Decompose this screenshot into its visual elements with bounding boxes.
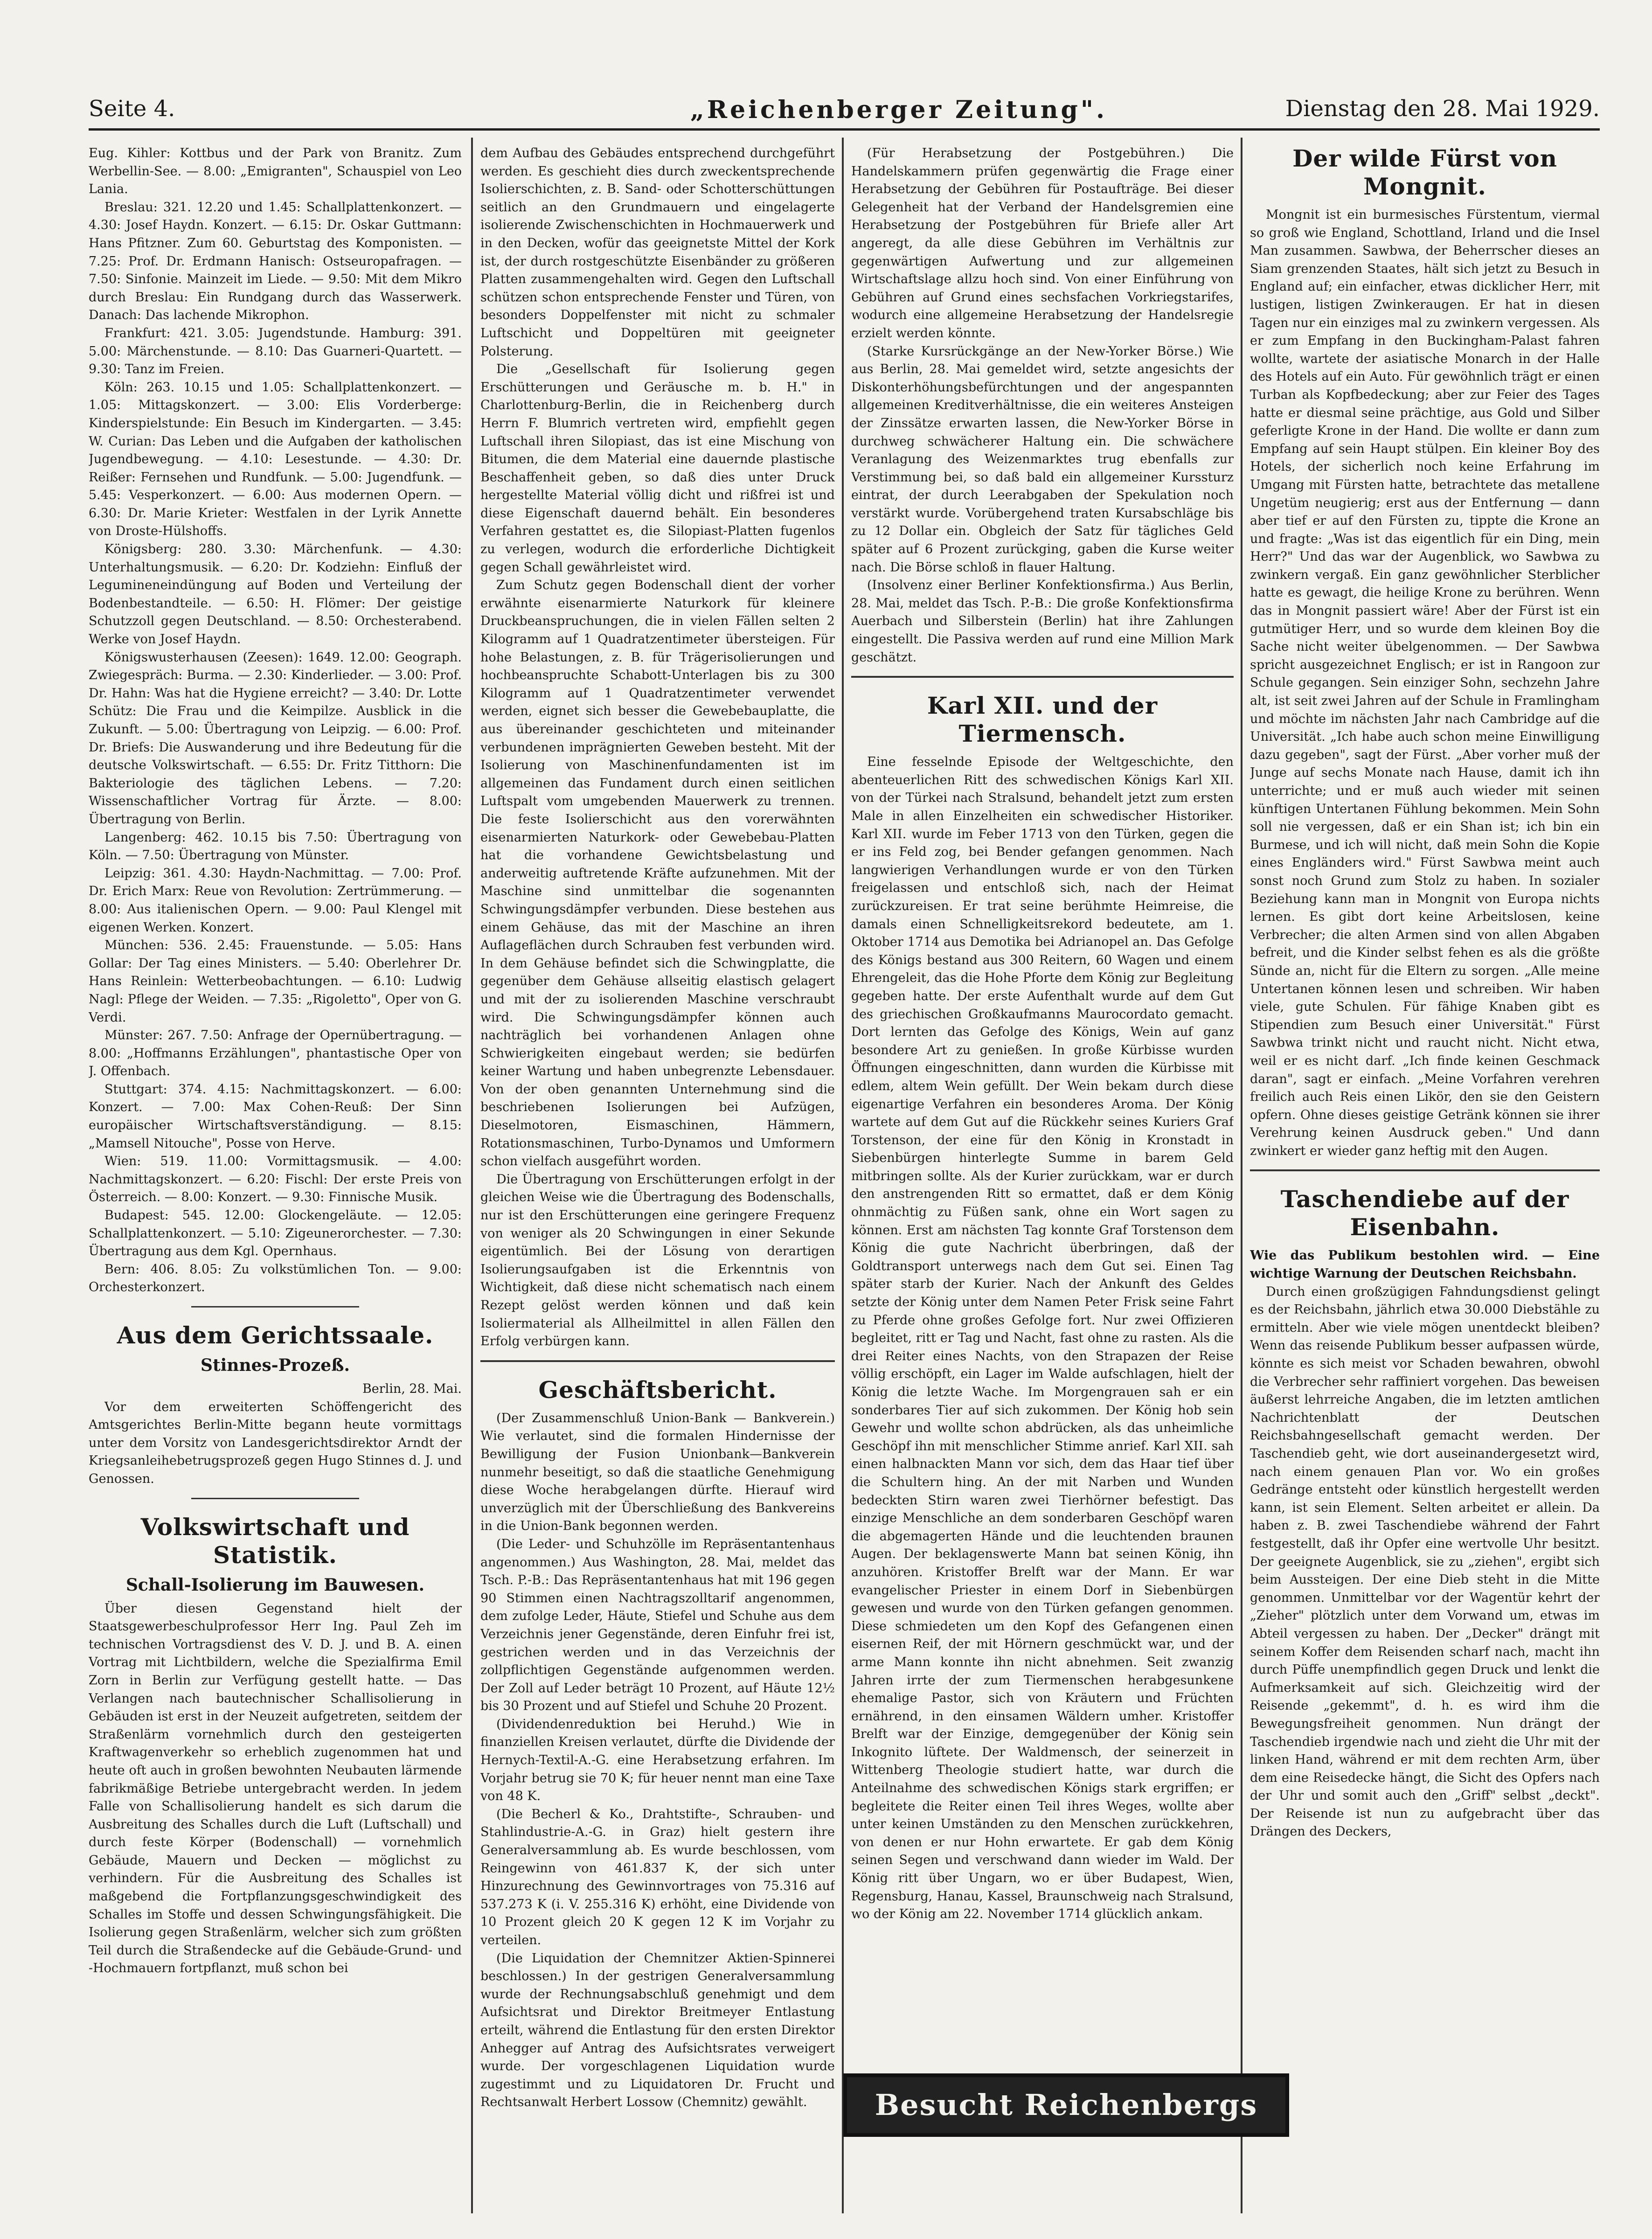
radio-listing: Breslau: 321. 12.20 und 1.45: Schallplattenkonzert. — 4.30: Josef Haydn. Konzert. — 6.15: Dr. Oskar Guttmann: Hans Pfitzner. Zum 60. Geburtstag des Komponisten. — 7.25: Prof. Dr. Erdmann Hanisch: Ostseuropafragen. — 7.50: Sinfonie. Mainzeit im Liede. — 9.50: Mit dem Mikro durch Breslau: Ein Rundgang durch das Wasserwerk. Danach: Das lachende Mikrophon. [89,200,462,323]
column-rule [471,138,473,2213]
radio-listing: Königsberg: 280. 3.30: Märchenfunk. — 4.30: Unterhaltungsmusik. — 6.20: Dr. Kodziehn: Einfluß der Legumineneindüngung auf Boden und Verteilung der Bodenbestandteile. — 6.50: H. Flömer: Der geistige Schutzzoll gegen Deutschland. — 8.50: Orchesterabend. Werke von Josef Haydn. [89,542,462,647]
business-item: (Der Zusammenschluß Union-Bank — Bankverein.) Wie verlautet, sind die formalen Hindernisse der Bewilligung der Fusion Unionbank—Bankverein nunmehr beseitigt, so daß die staatliche Genehmigung diese Woche herabgelangen dürfte. Hierauf wird unverzüglich mit der Überschließung des Bankvereins in die Union-Bank begonnen werden. [480,1411,835,1534]
section-divider [191,1498,359,1499]
insulation-paragraph: dem Aufbau des Gebäudes entsprechend durchgeführt werden. Es geschieht dies durch zweckentsprechende Isolierschichten, z. B. Sand- oder Schotterschüttungen seitlich an den Grundmauern und eingelagerte isolierende Zwischenschichten in Hochmauerwerk und in den Decken, wofür das geeignetste Mittel der Kork ist, der durch rostgeschützte Eisenbänder zu größeren Platten zusammengehalten wird. Gegen den Luftschall schützen schon entsprechende Fenster und Türen, von besonders Doppelfenster mit nicht zu schmaler Luftschicht und Doppeltüren mit geeigneter Polsterung. [480,146,835,359]
column-finance-story [851,145,1234,2062]
column-prince-pickpockets [1250,145,1600,2220]
section-divider [851,676,1234,678]
business-item: (Die Leder- und Schuhzölle im Repräsentantenhaus angenommen.) Aus Washington, 28. Mai, meldet das Tsch. P.-B.: Das Repräsentantenhaus hat mit 196 gegen 90 Stimmen einen Nachtragszolltarif angenommen, dem zufolge Leder, Häute, Stiefel und Schuhe aus dem Verzeichnis jener Gegenstände, deren Einfuhr frei ist, gestrichen werden und in das Verzeichnis der zollpflichtigen Gegenstände aufgenommen werden. Der Zoll auf Leder beträgt 10 Prozent, auf Häute 12½ bis 30 Prozent und auf Stiefel und Schuhe 20 Prozent. [480,1537,835,1714]
economy-subheading: Schall-Isolierung im Bauwesen. [125,1575,425,1595]
pickpocket-heading: Taschendiebe auf der Eisenbahn. [1280,1185,1569,1241]
radio-listing: Langenberg: 462. 10.15 bis 7.50: Übertragung von Köln. — 7.50: Übertragung von Münster. [89,830,462,863]
pickpocket-subheading: Wie das Publikum bestohlen wird. — Eine wichtige Warnung der Deutschen Reichsbahn. [1250,1248,1600,1281]
finance-item: (Starke Kursrückgänge an der New-Yorker Börse.) Wie aus Berlin, 28. Mai gemeldet wird, setzte angesichts der Diskonterhöhungsbefürchtungen und der angespannten allgemeinen Kreditverhältnisse, die ein weiteres Ansteigen der Zinssätze erwarten lassen, die New-Yorker Börse in durchweg schwächerer Haltung ein. Die schwächere Veranlagung des Weizenmarktes trug ebenfalls zur Verstimmung bei, so daß bald ein allgemeiner Kurssturz eintrat, der durch Leerabgaben der Spekulation noch verstärkt wurde. Vorübergehend traten Kursabschläge bis zu 12 Dollar ein. Obgleich der Satz für tägliches Geld später auf 6 Prozent zurückging, gaben die Kurse weiter nach. Die Börse schloß in flauer Haltung. [851,344,1234,575]
business-item: (Die Becherl & Ko., Drahtstifte-, Schrauben- und Stahlindustrie-A.-G. in Graz) hielt gestern ihre Generalversammlung ab. Es wurde beschlossen, vom Reingewinn von 461.837 K, der sich unter Hinzurechnung des Gewinnvortrages von 75.316 auf 537.273 K (i. V. 255.316 K) erhöht, eine Dividende von 10 Prozent gleich 20 K gegen 12 K im Vorjahr zu verteilen. [480,1807,835,1947]
column-rule [842,138,844,2213]
court-dateline: Berlin, 28. Mai. [362,1382,462,1396]
newspaper-title: „Reichenberger Zeitung". [690,96,1108,124]
radio-listing: Köln: 263. 10.15 und 1.05: Schallplattenkonzert. — 1.05: Mittagskonzert. — 3.00: Elis Vorderberge: Kinderspielstunde: Ein Besuch im Kindergarten. — 3.45: W. Curian: Das Leben und die Aufgaben der katholischen Jugendbewegung. — 4.10: Lesestunde. — 4.30: Dr. Reißer: Fernsehen und Rundfunk. — 5.00: Jugendfunk. — 5.45: Vesperkonzert. — 6.00: Aus modernen Opern. — 6.30: Dr. Marie Krieter: Westfalen in der Lyrik Annette von Droste-Hülshoffs. [89,380,462,539]
business-heading: Geschäftsbericht. [538,1376,777,1404]
column-rule [1241,138,1242,2213]
section-divider [191,1306,359,1307]
radio-listing: Leipzig: 361. 4.30: Haydn-Nachmittag. — 7.00: Prof. Dr. Erich Marx: Reue von Revolution: Zertrümmerung. — 8.00: Aus italienischen Opern. — 9.00: Paul Klengel mit eigenen Werken. Konzert. [89,866,462,935]
insulation-paragraph: Die Übertragung von Erschütterungen erfolgt in der gleichen Weise wie die Übertragung des Bodenschalls, nur ist den Erschütterungen eine geringere Frequenz von weniger als 20 Schwingungen in einer Sekunde eigentümlich. Bei der Lösung von derartigen Isolierungsaufgaben ist die Erkenntnis von Wichtigkeit, daß diese nicht schematisch nach einem Rezept gelöst werden können und daß kein Isoliermaterial als Allheilmittel in allen Fällen den Erfolg verbürgen kann. [480,1172,835,1349]
radio-listing: Münster: 267. 7.50: Anfrage der Opernübertragung. — 8.00: „Hoffmanns Erzählungen", phantastische Oper von J. Offenbach. [89,1028,462,1079]
section-divider [1250,1169,1600,1171]
business-item: (Die Liquidation der Chemnitzer Aktien-Spinnerei beschlossen.) In der gestrigen Generalversammlung wurde der Rechnungsabschluß genehmigt und dem Aufsichtsrat und Direktor Breitmeyer Entlastung erteilt, während die Entlastung für den ersten Direktor Anhegger auf Antrag des Aufsichtsrates verweigert wurde. Der vorgeschlagenen Liquidation wurde zugestimmt und zu Liquidatoren Dr. Frucht und Rechtsanwalt Herbert Lossow (Chemnitz) gewählt. [480,1951,835,2110]
page-number: Seite 4. [89,96,175,122]
economy-article: Über diesen Gegenstand hielt der Staatsgewerbeschulprofessor Herr Ing. Paul Zeh im technischen Vortragsdienst des V. D. J. und B. A. einen Vortrag mit Lichtbildern, welche die Spezialfirma Emil Zorn in Berlin zur Verfügung gestellt hatte. — Das Verlangen nach bautechnischer Schallisolierung in Gebäuden ist erst in der Neuzeit aufgetreten, seitdem der Straßenlärm vornehmlich durch den gesteigerten Kraftwagenverkehr so erheblich zugenommen hat und heute oft auch in großen bewohnten Neubauten lärmende fabrikmäßige Betriebe untergebracht werden. In jedem Falle von Schallisolierung handelt es sich darum die Ausbreitung des Schalles durch die Luft (Luftschall) und durch feste Körper (Bodenschall) — vornehmlich Gebäude, Mauern und Decken — möglichst zu verhindern. Für die Ausbreitung des Schalles ist maßgebend die Fortpflanzungsgeschwindigkeit des Schalles im Stoffe und dessen Schwingungsfähigkeit. Die Isolierung gegen Straßenlärm, welcher sich zum größten Teil durch die Straßendecke auf die Gebäude-Grund- und -Hochmauern fortpflanzt, muß schon bei [89,1601,462,1976]
radio-listing: Budapest: 545. 12.00: Glockengeläute. — 12.05: Schallplattenkonzert. — 5.10: Zigeunerorchester. — 7.30: Übertragung aus dem Kgl. Opernhaus. [89,1208,462,1259]
prince-article: Mongnit ist ein burmesisches Fürstentum, viermal so groß wie England, Schottland, Irland und die Insel Man zusammen. Sawbwa, der Beherrscher dieses an Siam grenzenden Staates, hält sich jetzt zu Besuch in England auf; ein einfacher, etwas dicklicher Herr, mit lustigen, listigen Zwinkeraugen. Er hat in diesen Tagen nur ein einziges mal zu zwinkern vergessen. Als er zum Empfang in den Buckingham-Palast fahren wollte, wartete der asiatische Monarch in der Halle des Hotels auf ein Auto. Für gewöhnlich trägt er einen Turban als Kopfbedeckung; aber zur Feier des Tages hatte er diesmal seine prächtige, aus Gold und Silber geferligte Krone in der Hand. Die wollte er dann zum Empfang auf sein Haupt stülpen. Ein kleiner Boy des Hotels, der sicherlich noch keine Erfahrung im Umgang mit Fürsten hatte, betrachtete das metallene Ungetüm neugierig; erst aus der Entfernung — dann aber tief er auf den Fürsten zu, tippte die Krone an und fragte: „Was ist das eigentlich für ein Ding, mein Herr?" Und das war der Augenblick, wo Sawbwa zu zwinkern vergaß. Ein ganz gewöhnlicher Sterblicher hatte es gewagt, die heilige Krone zu berühren. Wenn das in Mongnit passiert wäre! Aber der Fürst ist ein gutmütiger Herr, und so wurde dem kleinen Boy die Sache nicht weiter übelgenommen. — Der Sawbwa spricht ausgezeichnet Englisch; er ist in Rangoon zur Schule gegangen. Sein einziger Sohn, sechzehn Jahre alt, ist seit zwei Jahren auf der Schule in Framlingham und möchte im nächsten Jahr nach Cambridge auf die Universität. „Ich habe auch schon meine Einwilligung dazu gegeben", sagt der Fürst. „Aber vorher muß der Junge auf sechs Monate nach Hause, damit ich ihn unterrichte; und er muß auch wieder mit seinen künftigen Untertanen Fühlung bekommen. Mein Sohn soll nie vergessen, daß er ein Shan ist; ich bin ein Burmese, und ich will nicht, daß mein Sohn die Kopie eines Engländers wird." Fürst Sawbwa meint auch sonst noch Grund zum Stolz zu haben. In sozialer Beziehung kann man in Mongnit von Europa nichts lernen. Es gibt dort keine Arbeitslosen, keine Verbrecher; die alten Armen sind von allen Abgaben befreit, und die Kinder selbst fehen es als die größte Sünde an, nicht für die Eltern zu sorgen. „Alle meine Untertanen können lesen und schreiben. Wir haben viele, gute Schulen. Für fähige Knaben gibt es Stipendien zum Besuch einer Universität." Fürst Sawbwa trinkt nicht und raucht nicht. Nicht etwa, weil er es nicht darf. „Ich finde keinen Geschmack daran", sagt er einfach. „Meine Vorfahren verehren freilich auch Reis einen Likör, den sie den Geistern opfern. Ohne dieses geistige Getränk können sie ihrer Verehrung keinen Ausdruck geben." Und dann zwinkert er wieder ganz heftig mit den Augen. [1250,208,1600,1158]
finance-item: (Insolvenz einer Berliner Konfektionsfirma.) Aus Berlin, 28. Mai, meldet das Tsch. P.-B.: Die große Konfektionsfirma Auerbach und Silberstein (Berlin) hat ihre Zahlungen eingestellt. Die Passiva werden auf rund eine Million Mark geschätzt. [851,578,1234,665]
page-header [89,96,1600,131]
column-radio-court-economy [89,145,462,2220]
story-heading: Karl XII. und der Tiermensch. [927,692,1158,748]
radio-listing: München: 536. 2.45: Frauenstunde. — 5.05: Hans Gollar: Der Tag eines Ministers. — 5.40: Oberlehrer Dr. Hans Reinlein: Wetterbeobachtungen. — 6.10: Ludwig Nagl: Pflege der Weiden. — 7.35: „Rigoletto", Oper von G. Verdi. [89,938,462,1025]
zoo-advertisement: Besucht Reichenbergs Tiergarten! [843,2073,1289,2137]
section-divider [480,1360,835,1362]
story-text: Eine fesselnde Episode der Weltgeschichte, den abenteuerlichen Ritt des schwedischen Königs Karl XII. von der Türkei nach Stralsund, behandelt jetzt zum ersten Male in allen Einzelheiten ein schwedischer Historiker. Karl XII. wurde im Feber 1713 von den Türken, gegen die er ins Feld zog, bei Bender gefangen genommen. Nach langwierigen Verhandlungen wurde er von den Türken freigelassen und entschloß sich, nach der Heimat zurückzureisen. Er trat seine berühmte Heimreise, die damals einen Schnelligkeitsrekord bedeutete, am 1. Oktober 1714 aus Demotika bei Adrianopel an. Das Gefolge des Königs bestand aus 300 Reitern, 60 Wagen und einem Ehrengeleit, das die Hohe Pforte dem König zur Begleitung gegeben hatte. Der erste Aufenthalt wurde auf dem Gut des griechischen Großkaufmanns Maurocordato gemacht. Dort lernten das Gefolge des Königs, Wein auf ganz besondere Art zu genießen. In große Kürbisse wurden Öffnungen eingeschnitten, dann wurden die Kürbisse mit edlem, altem Wein gefüllt. Der Wein bekam durch diese eigenartige Verfahren ein besonderes Aroma. Der König wartete auf dem Gut auf die Rückkehr seines Kuriers Graf Torstenson, der eine für den König in Kronstadt in Siebenbürgen hinterlegte Summe in barem Geld mitbringen sollte. Als der Kurier zurückkam, war er durch den anstrengenden Ritt so ermattet, daß er dem König ohnmächtig zu Füßen sank, ohne ein Wort sagen zu können. Erst am nächsten Tag konnte Graf Torstenson dem König die gute Nachricht überbringen, daß der Goldtransport unterwegs nach dem Gut sei. Einen Tag später starb der Kurier. Nach der Ankunft des Geldes setzte der König unter dem Namen Peter Frisk seine Fahrt zu Pferde ohne großes Gefolge fort. Nur zwei Offizieren begleitet, ritt er Tag und Nacht, fast ohne zu rasten. Als die drei Reiter eines Nachts, von den Strapazen der Reise völlig erschöpft, ein Lager im Walde aufschlagen, hielt der König die letzte Wache. Im Morgengrauen sah er ein sonderbares Tier auf sich zukommen. Der König hob sein Gewehr und wollte schon abdrücken, als das unheimliche Geschöpf ihn mit menschlicher Stimme anrief. Karl XII. sah einen halbnackten Mann vor sich, dem das Haar tief über die Schultern hing. An der mit Narben und Wunden bedeckten Stirn waren zwei Tierhörner befestigt. Das einzige Menschliche an dem sonderbaren Geschöpf waren die abgemagerten Hände und die leuchtenden braunen Augen. Der beklagenswerte Mann bat seinen König, ihn anzuhören. Kristoffer Brelft war der Mann. Er war evangelischer Priester in einem Dorf in Siebenbürgen gewesen und wurde von den Türken gefangen genommen. Diese schmiedeten um den Kopf des Gefangenen einen eisernen Reif, der mit Hörnern geschmückt war, und der arme Mann konnte ihn nicht abnehmen. Seit zwanzig Jahren irrte der zum Tiermenschen herabgesunkene ehemalige Pastor, sich von Kräutern und Früchten ernährend, in den einsamen Wäldern umher. Kristoffer Brelft war der Einzige, demgegenüber der König sein Inkognito lüftete. Der Waldmensch, der seinerzeit in Wittenberg Theologie studiert hatte, war durch die Anteilnahme des schwedischen Königs stark ergriffen; er begleitete die Reiter einen Teil ihres Weges, wollte aber unter keinen Umständen zu den Menschen zurückkehren, von denen er nur Hohn erwartete. Er gab dem König seinen Segen und verschwand dann wieder im Wald. Der König ritt über Ungarn, wo er über Budapest, Wien, Regensburg, Hanau, Kassel, Braunschweig nach Stralsund, wo der König am 22. November 1714 glücklich ankam. [851,755,1234,1922]
column-insulation-business [480,145,835,2220]
court-subheading: Stinnes-Prozeß. [200,1356,350,1375]
radio-listing: Wien: 519. 11.00: Vormittagsmusik. — 4.00: Nachmittagskonzert. — 6.20: Fischl: Der erste Preis von Österreich. — 8.00: Konzert. — 9.30: Finnische Musik. [89,1154,462,1205]
pickpocket-article: Durch einen großzügigen Fahndungsdienst gelingt es der Reichsbahn, jährlich etwa 30.000 Diebstähle zu ermitteln. Aber wie viele mögen unentdeckt bleiben? Wenn das reisende Publikum besser aufpassen würde, könnte es sich meist vor Schaden bewahren, obwohl die Verbrecher sehr raffiniert vorgehen. Das beweisen äußerst lehrreiche Angaben, die im letzten amtlichen Nachrichtenblatt der Deutschen Reichsbahngesellschaft gemacht werden. Der Taschendieb geht, wie dort auseinandergesetzt wird, nach einem genauen Plan vor. Wo ein großes Gedränge entsteht oder künstlich hergestellt werden kann, ist sein Element. Selten arbeitet er allein. Da haben z. B. zwei Taschendiebe während der Fahrt festgestellt, daß ihr Opfer eine wertvolle Uhr besitzt. Der geeignete Augenblick, sie zu „ziehen", ergibt sich beim Aussteigen. Der eine Dieb steht in die Mitte genommen. Unmittelbar vor der Wagentür kehrt der „Zieher" plötzlich unter dem Vorwand um, etwas im Abteil vergessen zu haben. Der „Decker" drängt mit seinem Koffer dem Reisenden scharf nach, macht ihn durch Püffe unempfindlich gegen Druck und lenkt die Aufmerksamkeit auf sich. Gleichzeitig wird der Reisende „gekemmt", d. h. es wird ihm die Bewegungsfreiheit genommen. Nun drängt der Taschendieb irgendwie nach und zieht die Uhr mit der linken Hand, während er mit dem rechten Arm, über dem eine Reisedecke hängt, die Sicht des Opfers nach der Uhr und somit auch den „Griff" selbst „deckt". Der Reisende ist nun zu aufgebracht über das Drängen des Deckers, [1250,1284,1600,1839]
radio-listing: Stuttgart: 374. 4.15: Nachmittagskonzert. — 6.00: Konzert. — 7.00: Max Cohen-Reuß: Der Sinn europäischer Wirtschaftsverständigung. — 8.15: „Mamsell Nitouche", Posse von Herve. [89,1082,462,1151]
economy-heading: Volkswirtschaft und Statistik. [140,1513,410,1569]
court-article: Vor dem erweiterten Schöffengericht des Amtsgerichtes Berlin-Mitte begann heute vormittags unter dem Vorsitz von Landesgerichtsdirektor Arndt der Kriegsanleihebetrugsprozeß gegen Hugo Stinnes d. J. und Genossen. [89,1399,462,1486]
issue-date: Dienstag den 28. Mai 1929. [1285,96,1600,122]
finance-item: (Für Herabsetzung der Postgebühren.) Die Handelskammern prüfen gegenwärtig die Frage einer Herabsetzung der Gebühren für Postaufträge. Bei dieser Gelegenheit hat der Verband der Handelsgremien eine Herabsetzung der Postgebühren für Briefe aller Art angeregt, da alle diese Gebühren im Verhältnis zur gegenwärtigen Aufwertung und zur allgemeinen Wirtschaftslage allzu hoch sind. Von einer Einführung von Gebühren auf Grund eines sechsfachen Vorkriegstarifes, wodurch eine allgemeine Herabsetzung der Handelsregie erzielt werden könnte. [851,146,1234,341]
radio-listing: Frankfurt: 421. 3.05: Jugendstunde. Hamburg: 391. 5.00: Märchenstunde. — 8.10: Das Guarneri-Quartett. — 9.30: Tanz im Freien. [89,326,462,377]
insulation-paragraph: Die „Gesellschaft für Isolierung gegen Erschütterungen und Geräusche m. b. H." in Charlottenburg-Berlin, die in Reichenberg durch Herrn F. Blumrich vertreten wird, empfiehlt gegen Luftschall ihren Silopiast, das ist eine Mischung von Bitumen, die dem Material eine dauernde plastische Beschaffenheit geben, so daß dies unter Druck hergestellte Material völlig dicht und rißfrei ist und diese Eigenschaft dauernd behält. Ein besonderes Verfahren gestattet es, die Silopiast-Platten fugenlos zu verlegen, wodurch die erforderliche Dichtigkeit gegen Schall gewährleistet wird. [480,362,835,575]
prince-heading: Der wilde Fürst von Mongnit. [1292,145,1557,200]
radio-listing: Eug. Kihler: Kottbus und der Park von Branitz. Zum Werbellin-See. — 8.00: „Emigranten", Schauspiel von Leo Lania. [89,146,462,197]
radio-listing: Königswusterhausen (Zeesen): 1649. 12.00: Geograph. Zwiegespräch: Burma. — 2.30: Kinderlieder. — 3.00: Prof. Dr. Hahn: Was hat die Hygiene erreicht? — 3.40: Dr. Lotte Schütz: Die Frau und die Keimpilze. Ausblick in die Zukunft. — 5.00: Übertragung von Leipzig. — 6.00: Prof. Dr. Briefs: Die Auswanderung und ihre Bedeutung für die deutsche Volkswirtschaft. — 6.55: Dr. Fritz Titthorn: Die Bakteriologie des täglichen Lebens. — 7.20: Wissenschaftlicher Vortrag für Ärzte. — 8.00: Übertragung von Berlin. [89,650,462,827]
insulation-paragraph: Zum Schutz gegen Bodenschall dient der vorher erwähnte eisenarmierte Naturkork für kleinere Druckbeanspruchungen, die in vielen Fällen selten 2 Kilogramm auf 1 Quadratzentimeter übersteigen. Für hohe Belastungen, z. B. für Trägerisolierungen und hochbeanspruchte Schabott-Unterlagen bis zu 300 Kilogramm auf 1 Quadratzentimeter verwendet werden, eignet sich besser die Gewebebauplatte, die aus übereinander geschichteten und miteinander verbundenen imprägnierten Geweben besteht. Mit der Isolierung von Maschinenfundamenten ist im allgemeinen das Fundament durch einen seitlichen Luftspalt vom umgebenden Mauerwerk zu trennen. Die feste Isolierschicht aus den vorerwähnten eisenarmierten Naturkork- oder Gewebebau-Platten hat die vorhandene Gewichtsbelastung und anderweitig auftretende Kräfte aufzunehmen. Mit der Maschine sind unmittelbar die sogenannten Schwingungsdämpfer verbunden. Diese bestehen aus einem Gehäuse, das mit der Maschine an ihren Auflageflächen durch Schrauben fest verbunden wird. In dem Gehäuse befindet sich die Schwingplatte, die gegenüber dem Gehäuse allseitig elastisch gelagert und mit der zu isolierenden Maschine verschraubt wird. Die Schwingungsdämpfer können auch nachträglich bei vorhandenen Anlagen ohne Schwierigkeiten eingebaut werden; sie bedürfen keiner Wartung und haben unbegrenzte Lebensdauer. Von der oben genannten Unternehmung sind die beschriebenen Isolierungen bei Aufzügen, Dieselmotoren, Eismaschinen, Hämmern, Rotationsmaschinen, Turbo-Dynamos und Umformern schon vielfach ausgeführt worden. [480,578,835,1169]
business-item: (Dividendenreduktion bei Heruhd.) Wie in finanziellen Kreisen verlautet, dürfte die Dividende der Hernych-Textil-A.-G. eine Herabsetzung erfahren. Im Vorjahr betrug sie 70 K; für heuer nennt man eine Taxe von 48 K. [480,1717,835,1804]
radio-listing: Bern: 406. 8.05: Zu volkstümlichen Ton. — 9.00: Orchesterkonzert. [89,1262,462,1295]
court-heading: Aus dem Gerichtssaale. [117,1321,434,1349]
